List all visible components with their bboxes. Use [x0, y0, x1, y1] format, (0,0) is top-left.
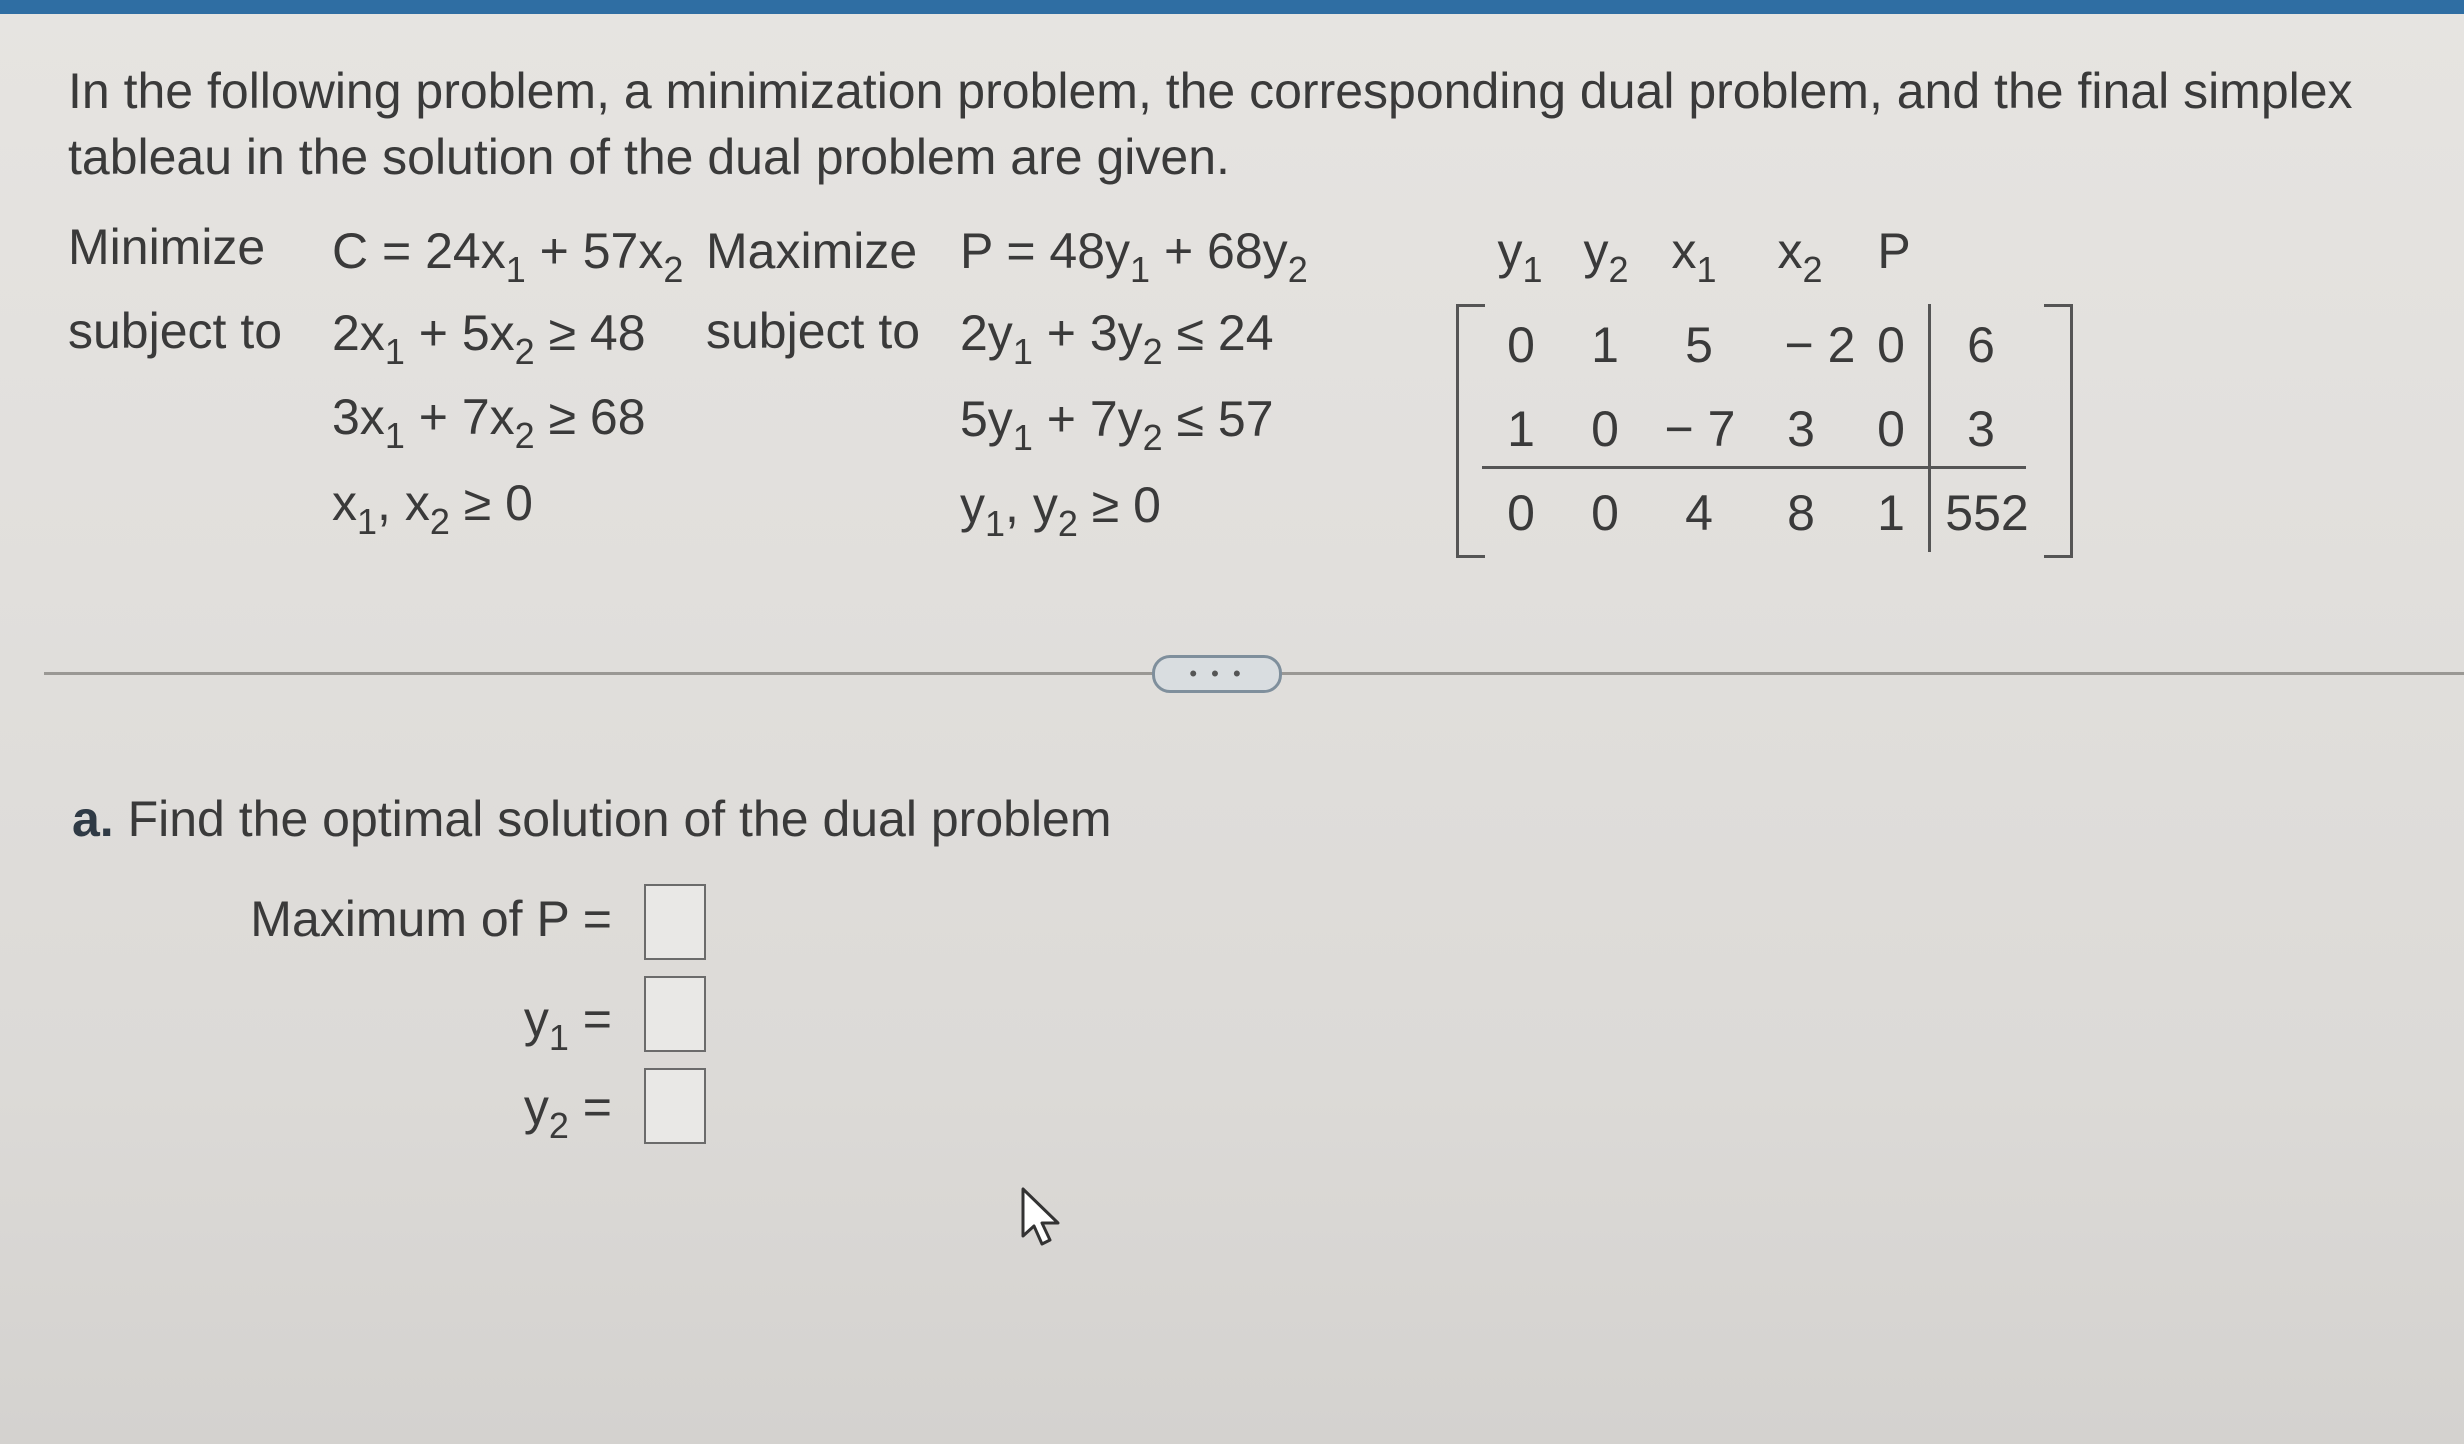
max-p-input[interactable]	[644, 884, 706, 960]
primal-objective: $C = 24x_1 + 57x_2$	[332, 223, 684, 290]
tableau-cell: 1	[1507, 401, 1535, 457]
tableau-cell: 0	[1591, 485, 1619, 541]
tableau-cell: 8	[1787, 485, 1815, 541]
dual-constraint-1: $2y_1 + 3y_2 \le 24$	[960, 305, 1274, 372]
primal-constraint-2: $3x_1 + 7x_2 \ge 68$	[332, 389, 646, 456]
tableau-cell: 552	[1945, 485, 2029, 541]
y1-label: $y_1$ =	[523, 991, 612, 1058]
tableau-header-x2: $x_2$	[1777, 223, 1823, 290]
tableau-header-y2: $y_2$	[1583, 223, 1629, 290]
tableau-cell: 0	[1507, 317, 1535, 373]
tableau-cell: 0	[1877, 401, 1905, 457]
max-p-label: Maximum of P =	[250, 891, 612, 947]
tableau-cell: 0	[1507, 485, 1535, 541]
tableau-cell: − 7	[1664, 401, 1736, 457]
y1-input[interactable]	[644, 976, 706, 1052]
problem-intro: In the following problem, a minimization problem, the corresponding dual problem, and the final simplex tableau in the solution of the dual problem are given.	[68, 63, 2353, 185]
y2-label: $y_2$ =	[523, 1079, 612, 1146]
tableau-header-p: P	[1877, 223, 1911, 279]
tableau-header-y1: $y_1$	[1497, 223, 1543, 290]
window-top-bar	[0, 0, 2464, 14]
tableau-cell: 3	[1787, 401, 1815, 457]
tableau-cell: 1	[1591, 317, 1619, 373]
minimize-label: Minimize	[68, 219, 266, 275]
dual-nonnegativity: $y_1$, $y_2 \ge 0$	[960, 477, 1161, 544]
primal-nonnegativity: $x_1$, $x_2 \ge 0$	[332, 475, 533, 542]
mouse-cursor-icon	[1020, 1186, 1066, 1250]
tableau-cell: 1	[1877, 485, 1905, 541]
tableau-cell: 0	[1877, 317, 1905, 373]
tableau-cell: 3	[1967, 401, 1995, 457]
question-a: a. Find the optimal solution of the dual problem	[72, 791, 1112, 847]
dual-constraint-2: $5y_1 + 7y_2 \le 57$	[960, 391, 1274, 458]
y2-input[interactable]	[644, 1068, 706, 1144]
tableau-cell: 0	[1591, 401, 1619, 457]
dual-objective: $P = 48y_1 + 68y_2$	[960, 223, 1308, 290]
tableau-row-divider	[1482, 466, 2026, 469]
expand-button[interactable]: • • •	[1152, 655, 1282, 693]
tableau-header-x1: $x_1$	[1671, 223, 1717, 290]
tableau-cell: 4	[1685, 485, 1713, 541]
tableau-cell: 5	[1685, 317, 1713, 373]
primal-subject-label: subject to	[68, 303, 283, 359]
primal-constraint-1: $2x_1 + 5x_2 \ge 48$	[332, 305, 646, 372]
tableau-cell: 6	[1967, 317, 1995, 373]
tableau-right-bracket	[2044, 304, 2073, 558]
tableau-cell: − 2	[1784, 317, 1856, 373]
maximize-label: Maximize	[706, 223, 918, 279]
dual-subject-label: subject to	[706, 303, 921, 359]
